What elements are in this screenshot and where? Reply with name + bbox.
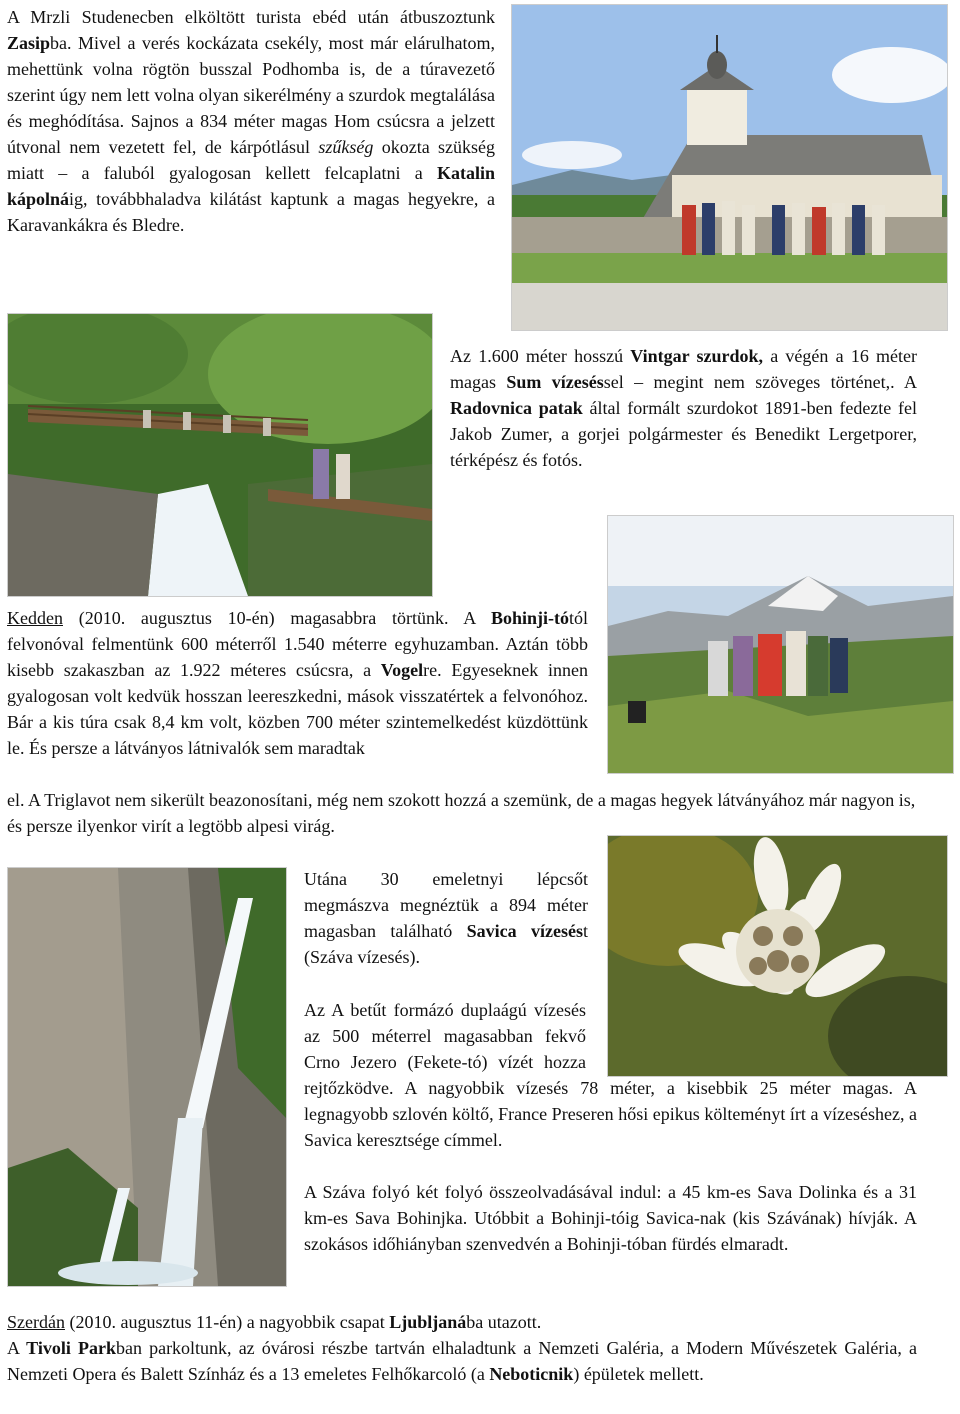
bold-sum: Sum vízesés <box>506 372 604 392</box>
bold-tivoli: Tivoli Park <box>26 1338 116 1358</box>
photo-chapel-group <box>511 4 948 331</box>
paragraph-savica: Utána 30 emeletnyi lépcsőt megmászva megnéztük a 894 méter magasban található Savica vízesést (Száva vízesés). <box>304 869 589 967</box>
bold-bohinji: Bohinji-tó <box>490 608 569 628</box>
bold-radovnica: Radovnica patak <box>450 398 583 418</box>
bold-neboticnik: Neboticnik <box>489 1364 574 1384</box>
bold-vogel: Vogel <box>380 660 424 680</box>
paragraph-kedden: Kedden (2010. augusztus 10-én) magasabbra törtünk. A Bohinji-tótól felvonóval felmentünk 600 méterről 1.540 méterre egyhuzamban. Aztán több kisebb szakaszban az 1.922 méteres csúcsra, a Vogelre. Egyeseknek innen gyalogosan volt kedvük hosszan leereszkedni, mások visszatértek a felvonóhoz. Bár a kis túra csak 8,4 km volt, közben 700 méter szintemelkedést küzdöttünk le. És persze a látványos látnivalók sem maradtak <box>7 608 588 758</box>
day-wednesday: Szerdán <box>7 1312 65 1332</box>
paragraph-szerdan: Szerdán (2010. augusztus 11-én) a nagyobbik csapat Ljubljanába utazott. <box>7 1312 542 1332</box>
bold-ljubljana: Ljubljaná <box>389 1312 467 1332</box>
paragraph-triglav: el. A Triglavot nem sikerült beazonosítani, még nem szokott hozzá a szemünk, de a magas hegyek látványához már nagyon is, és persze ilyenkor virít a legtöbb alpesi virág. <box>7 790 916 836</box>
paragraph-tivoli: A Tivoli Parkban parkoltunk, az óvárosi részbe tartván elhaladtunk a Nemzeti Galéria, a Modern Művészetek Galéria, a Nemzeti Opera és Balett Színház és a 13 emeletes Felhőkarcoló (a Neboticnik) épületek mellett. <box>7 1338 917 1384</box>
photo-vintgar-gorge <box>7 313 433 597</box>
bold-zasip: Zasip <box>7 33 51 53</box>
bold-savica: Savica vízesés <box>466 921 583 941</box>
bold-katalin: Katalin kápolná <box>7 163 495 209</box>
photo-savica-waterfall <box>7 867 287 1287</box>
paragraph-szava: A Száva folyó két folyó összeolvadásával indul: a 45 km-es Sava Dolinka és a 31 km-es Sava Bohinjka. Utóbbit a Bohinji-tóig Savica-nak (kis Szávának) hívják. A szokásos időhiányban szenvedvén a Bohinji-tóban fürdés elmaradt. <box>304 1182 917 1254</box>
paragraph-zasip: A Mrzli Studenecben elköltött turista ebéd után átbuszoztunk Zasipba. Mivel a verés kockázata csekély, most már elárulhatom, mehettünk volna rögtön busszal Podhomba is, de a túravezető szerint úgy nem lett volna olyan sikerélmény a szurdok megtalálása és meghódítása. Sajnos a 834 méter magas Hom csúcsra a jelzett útvonal nem vezetett fel, de kárpótlásul szűkség okozta szükség miatt – a faluból gyalogosan kellett felcaplatni a Katalin kápolnáig, továbbhaladva kilátást kaptunk a magas hegyekre, a Karavankákra és Bledre. <box>7 7 495 235</box>
italic-szukseg: szűkség <box>318 137 374 157</box>
day-tuesday: Kedden <box>7 608 63 628</box>
paragraph-vintgar: Az 1.600 méter hosszú Vintgar szurdok, a végén a 16 méter magas Sum vízeséssel – megint nem szöveges történet,. A Radovnica patak által formált szurdokot 1891-ben fedezte fel Jakob Zumer, a gorjei polgármester és Benedikt Lergetporer, térképész és fotós. <box>450 346 918 470</box>
bold-vintgar: Vintgar szurdok, <box>630 346 764 366</box>
photo-vogel-summit <box>607 515 954 774</box>
paragraph-a-waterfall: Az A betűt formázó duplaágú vízesés az 500 méterrel magasabban fekvő Crno Jezero (Fekete-tó) vízét hozza rejtőzködve. A nagyobbik vízesés 78 méter, a kisebbik 25 méter magas. A legnagyobb szlovén költő, France Preseren hősi epikus költeményt írt a vízeséshez, a Savica keresztsége címmel. <box>304 1000 917 1150</box>
